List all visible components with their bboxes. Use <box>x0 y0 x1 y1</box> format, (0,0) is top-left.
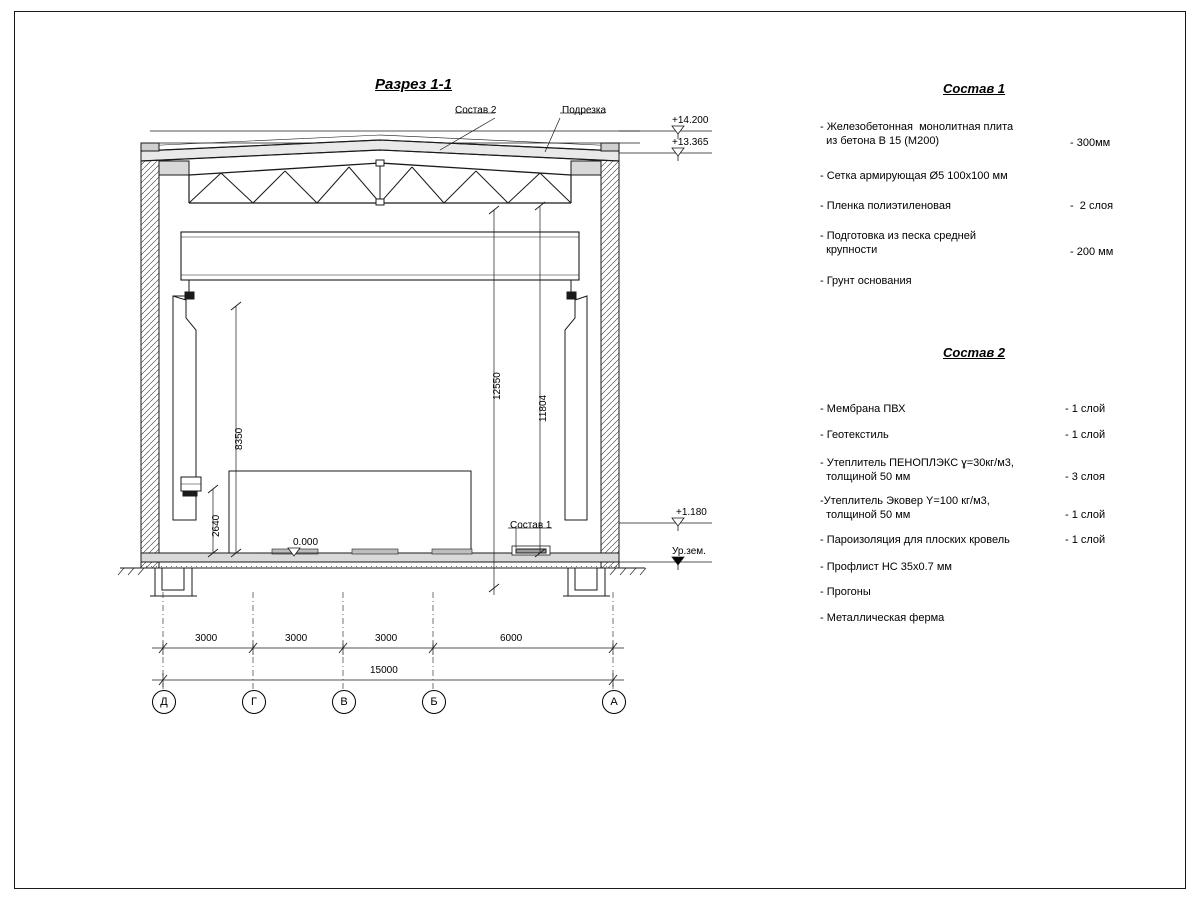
spec1-item-2-text: - Пленка полиэтиленовая <box>820 200 951 212</box>
spec2-item-1-value: - 1 слой <box>1065 429 1106 441</box>
vdim-8350: 8350 <box>234 427 245 450</box>
elevation-mark-ground: Ур.зем. <box>672 546 706 557</box>
spec1-item-0-text: - Железобетонная монолитная плита из бетона В 15 (М200) <box>820 121 1014 147</box>
spec2-item-3-value: - 1 слой <box>1065 509 1106 521</box>
elevation-mark-zero: 0.000 <box>293 537 319 548</box>
spec1-item-2-value: - 2 слоя <box>1070 200 1114 212</box>
hdim-span-3: 3000 <box>375 633 398 644</box>
spec1-item-1-text: - Сетка армирующая Ø5 100х100 мм <box>820 170 1008 182</box>
spec2-item-1-text: - Геотекстиль <box>820 429 889 441</box>
vdim-11804: 11804 <box>538 394 549 422</box>
axis-mark-v: В <box>332 690 356 714</box>
hdim-span-2: 3000 <box>285 633 308 644</box>
spec1-item-0-value: - 300мм <box>1070 137 1111 149</box>
spec2-item-2-value: - 3 слоя <box>1065 471 1106 483</box>
vdim-2640: 2640 <box>211 514 222 537</box>
axis-mark-d: Д <box>152 690 176 714</box>
spec2-item-2-text: - Утеплитель ПЕНОПЛЭКС ɣ=30кг/м3, толщиной 50 мм <box>820 457 1014 483</box>
spec1-title: Состав 1 <box>943 81 1006 96</box>
elevation-mark-1: +14.200 <box>672 115 709 126</box>
spec1-item-3-text: - Подготовка из песка средней крупности <box>820 230 976 256</box>
axis-mark-a: А <box>602 690 626 714</box>
elevation-mark-2: +13.365 <box>672 137 709 148</box>
axis-mark-g: Г <box>242 690 266 714</box>
spec2-item-6-text: - Прогоны <box>820 586 871 598</box>
hdim-total: 15000 <box>370 665 398 676</box>
spec2-item-7-text: - Металлическая ферма <box>820 612 945 624</box>
spec2-item-4-value: - 1 слой <box>1065 534 1106 546</box>
spec1-item-3-value: - 200 мм <box>1070 246 1114 258</box>
spec2-item-0-value: - 1 слой <box>1065 403 1106 415</box>
spec2-item-5-text: - Профлист НС 35х0.7 мм <box>820 561 952 573</box>
callout-podrezka: Подрезка <box>562 105 607 116</box>
spec2-item-4-text: - Пароизоляция для плоских кровель <box>820 534 1010 546</box>
hdim-span-4: 6000 <box>500 633 523 644</box>
spec2-item-3-text: -Утеплитель Эковер Y=100 кг/м3, толщиной 50 мм <box>820 495 990 521</box>
spec2-title: Состав 2 <box>943 345 1006 360</box>
callout-sostav1: Состав 1 <box>510 520 552 531</box>
hdim-span-1: 3000 <box>195 633 218 644</box>
spec2-item-0-text: - Мембрана ПВХ <box>820 403 906 415</box>
elevation-mark-3: +1.180 <box>676 507 707 518</box>
vdim-12550: 12550 <box>492 372 503 400</box>
section-title: Разрез 1-1 <box>375 76 453 93</box>
axis-mark-b: Б <box>422 690 446 714</box>
spec1-item-4-text: - Грунт основания <box>820 275 912 287</box>
callout-sostav2: Состав 2 <box>455 105 497 116</box>
